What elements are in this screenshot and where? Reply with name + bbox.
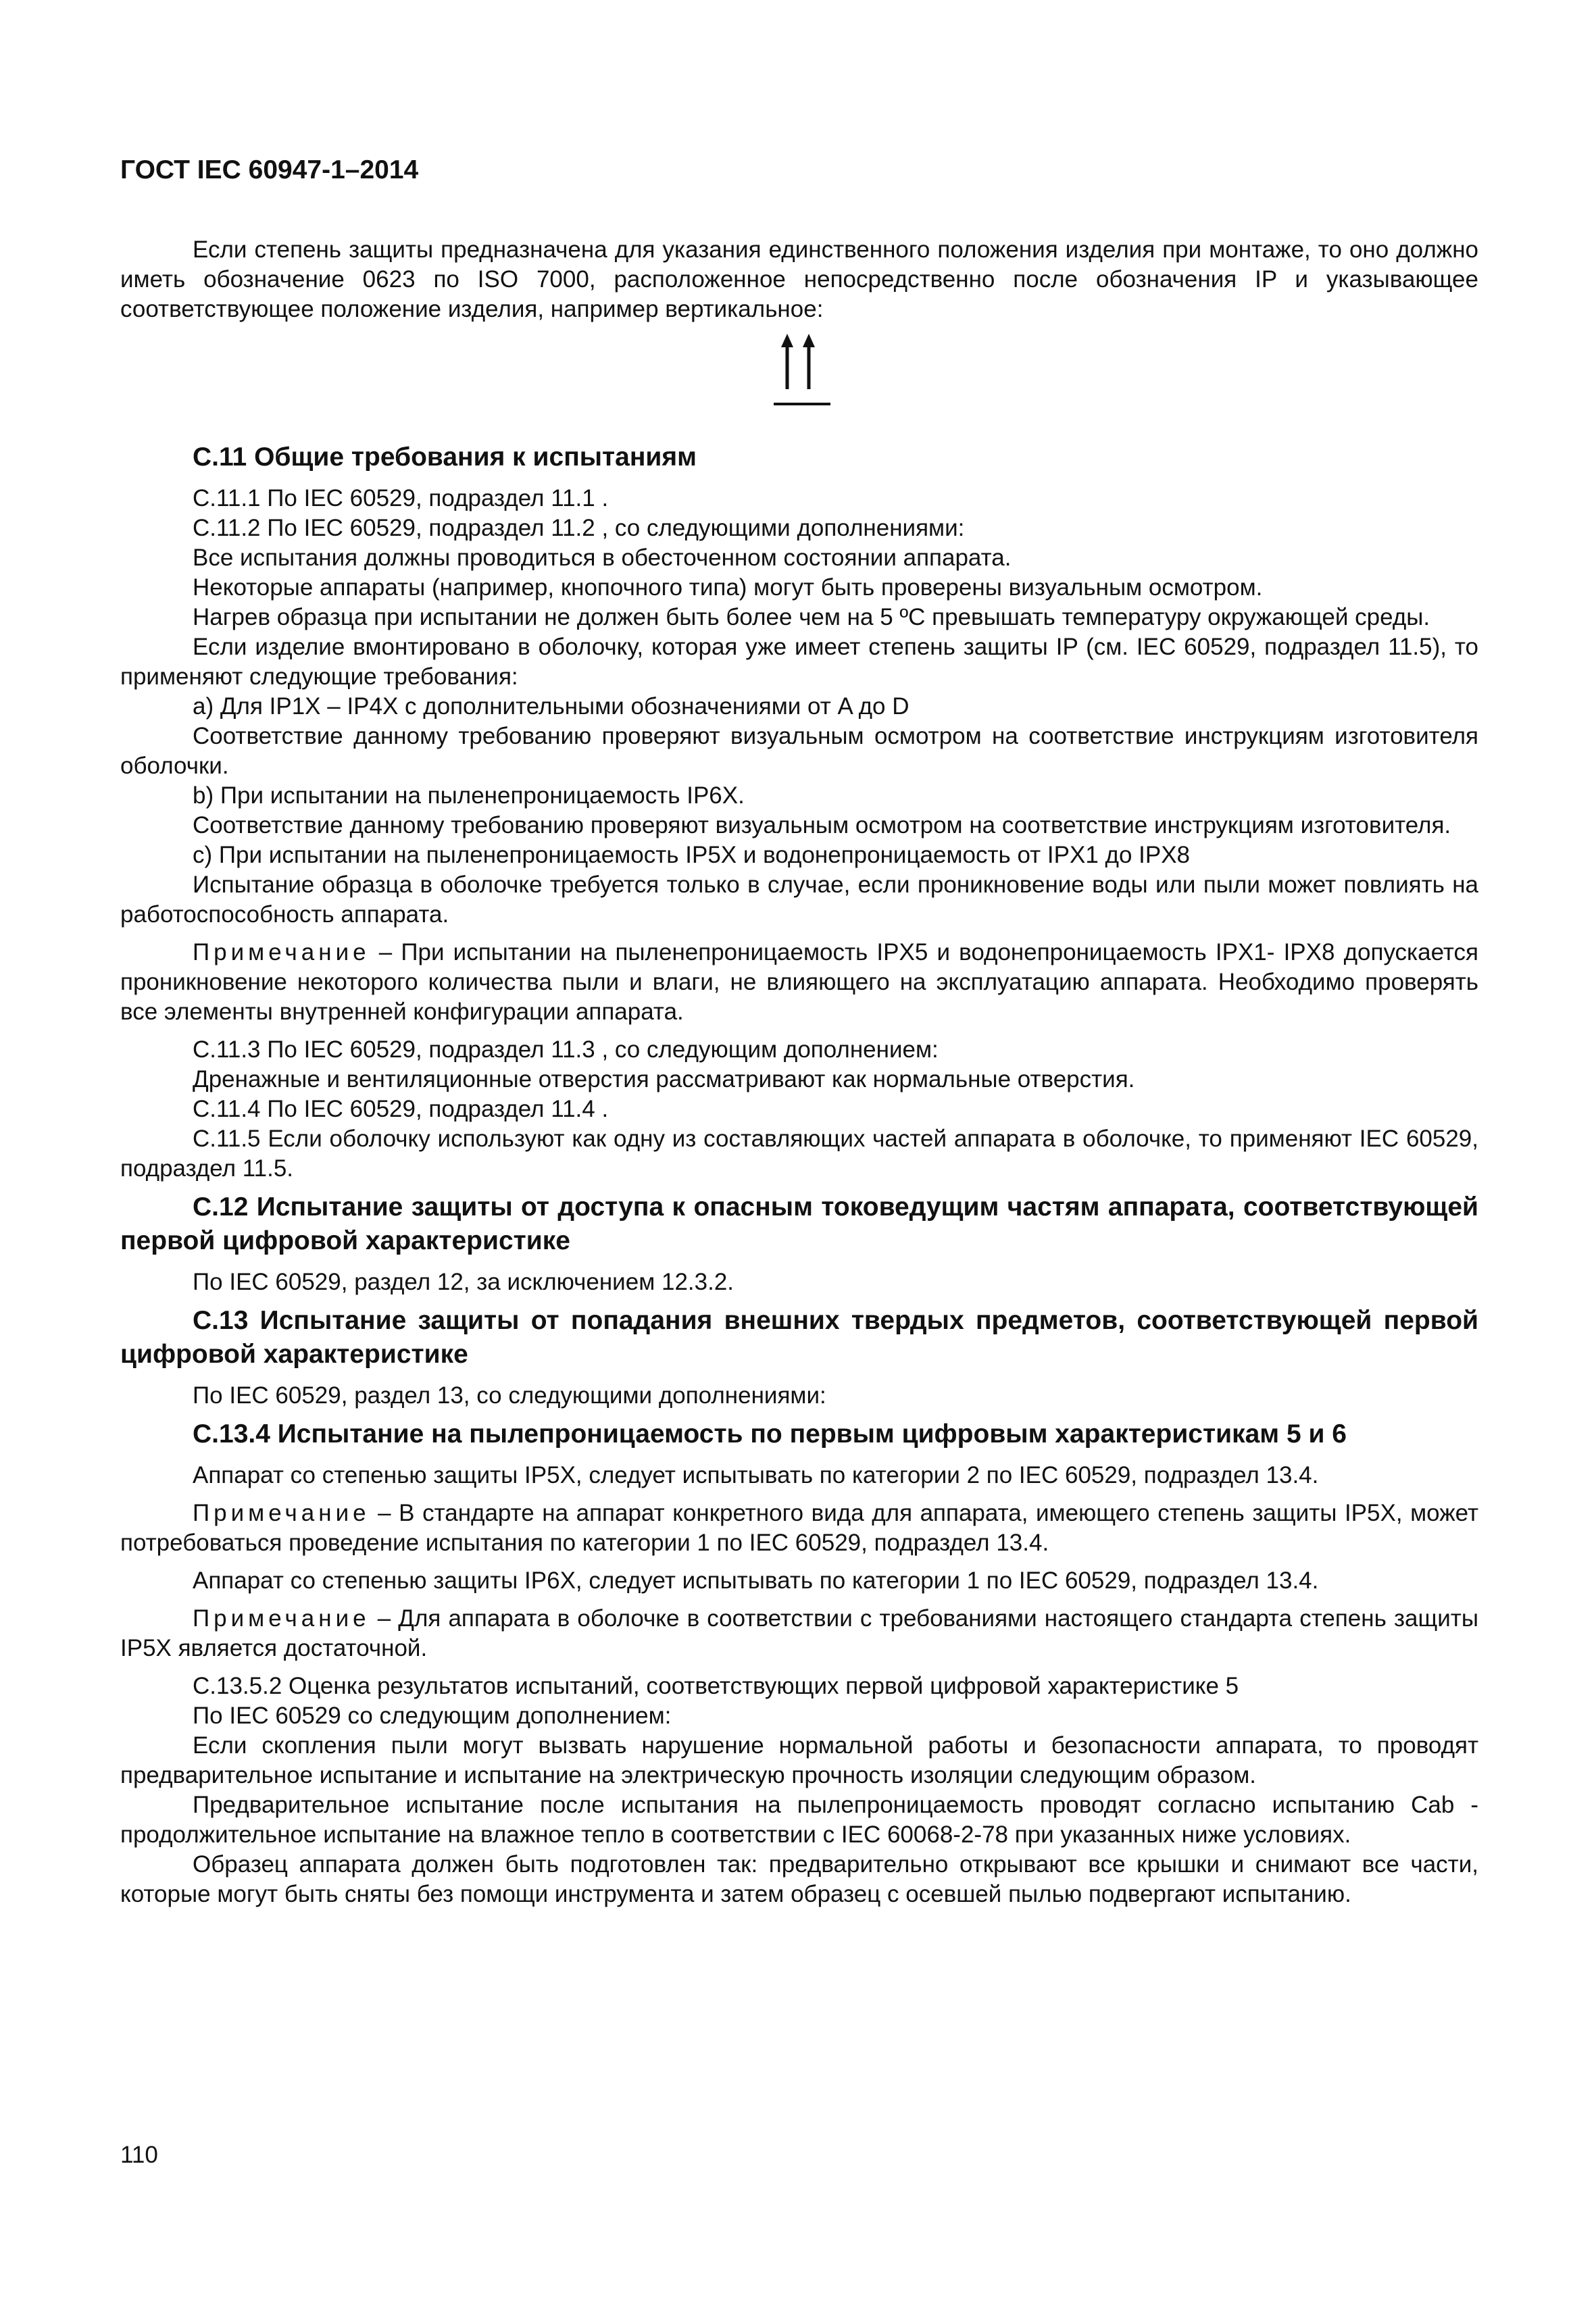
paragraph: Испытание образца в оболочке требуется только в случае, если проникновение воды или пыли может повлиять на работоспособность аппарата.: [120, 872, 1478, 928]
section-c11-title: С.11 Общие требования к испытаниям: [193, 443, 697, 472]
note-text: – Для аппарата в оболочке в соответствии с требованиями настоящего стандарта степень защиты IP5X является достаточной.: [120, 1605, 1478, 1661]
document-page: [120, 155, 1478, 1909]
paragraph: По IEC 60529 со следующим дополнением:: [193, 1703, 672, 1729]
paragraph: С.13.5.2 Оценка результатов испытаний, соответствующих первой цифровой характеристике 5: [193, 1673, 1239, 1699]
standard-header: ГОСТ IEC 60947-1–2014: [120, 155, 419, 184]
note-label: Примечание: [193, 1500, 370, 1526]
paragraph: По IEC 60529, раздел 13, со следующими дополнениями:: [193, 1382, 826, 1409]
paragraph: Соответствие данному требованию проверяют визуальным осмотром на соответствие инструкциям изготовителя.: [193, 812, 1451, 838]
note-paragraph: [120, 1499, 1478, 1558]
note-label: Примечание: [193, 939, 370, 965]
note-paragraph: [120, 1604, 1478, 1663]
paragraph: С.11.4 По IEC 60529, подраздел 11.4 .: [193, 1096, 609, 1122]
paragraph: Некоторые аппараты (например, кнопочного типа) могут быть проверены визуальным осмотром.: [193, 574, 1263, 601]
paragraph: Все испытания должны проводиться в обесточенном состоянии аппарата.: [193, 545, 1012, 571]
note-text: – При испытании на пыленепроницаемость IPX5 и водонепроницаемость IPX1- IPX8 допускается проникновение некоторого количества пыли и влаги, не влияющего на эксплуатацию аппарата. Необходимо проверять все элементы внутренней конфигурации аппарата.: [120, 939, 1478, 1025]
position-symbol: [120, 327, 1478, 434]
page-number: 110: [120, 2142, 158, 2168]
note-label: Примечание: [193, 1605, 370, 1632]
paragraph: c) При испытании на пыленепроницаемость IP5X и водонепроницаемость от IPX1 до IPX8: [193, 842, 1191, 868]
note-paragraph: [120, 938, 1478, 1027]
paragraph: а) Для IP1X – IP4X с дополнительными обозначениями от A до D: [193, 693, 909, 720]
vertical-position-arrows-icon: [772, 334, 833, 407]
section-c12-title: С.12 Испытание защиты от доступа к опасным токоведущим частям аппарата, соответствующей первой цифровой характеристике: [120, 1192, 1478, 1255]
paragraph: Образец аппарата должен быть подготовлен так: предварительно открывают все крышки и снимают все части, которые могут быть сняты без помощи инструмента и затем образец с осевшей пылью подвергают испытанию.: [120, 1851, 1478, 1907]
paragraph: Нагрев образца при испытании не должен быть более чем на 5 ºС превышать температуру окружающей среды.: [193, 604, 1430, 630]
section-c134-title: С.13.4 Испытание на пылепроницаемость по первым цифровым характеристикам 5 и 6: [193, 1419, 1347, 1449]
section-c13-title: С.13 Испытание защиты от попадания внешних твердых предметов, соответствующей первой цифровой характеристике: [120, 1306, 1478, 1369]
paragraph: Если скопления пыли могут вызвать нарушение нормальной работы и безопасности аппарата, то проводят предварительное испытание и испытание на электрическую прочность изоляции следующим образом.: [120, 1732, 1478, 1788]
paragraph: b) При испытании на пыленепроницаемость IP6X.: [193, 782, 745, 809]
note-text: – В стандарте на аппарат конкретного вида для аппарата, имеющего степень защиты IP5X, может потребоваться проведение испытания по категории 1 по IEC 60529, подраздел 13.4.: [120, 1500, 1478, 1556]
paragraph: По IEC 60529, раздел 12, за исключением 12.3.2.: [193, 1269, 734, 1295]
paragraph: С.11.1 По IEC 60529, подраздел 11.1 .: [193, 485, 609, 511]
paragraph: Дренажные и вентиляционные отверстия рассматривают как нормальные отверстия.: [193, 1066, 1135, 1092]
paragraph: Аппарат со степенью защиты IP6X, следует испытывать по категории 1 по IEC 60529, подраздел 13.4.: [193, 1567, 1319, 1594]
paragraph: Соответствие данному требованию проверяют визуальным осмотром на соответствие инструкциям изготовителя оболочки.: [120, 723, 1478, 779]
paragraph: С.11.2 По IEC 60529, подраздел 11.2 , со следующими дополнениями:: [193, 515, 965, 541]
paragraph: Предварительное испытание после испытания на пылепроницаемость проводят согласно испытанию Cab - продолжительное испытание на влажное тепло в соответствии с IEC 60068-2-78 при указанных ниже условиях.: [120, 1792, 1478, 1848]
paragraph: Если изделие вмонтировано в оболочку, которая уже имеет степень защиты IP (см. IEC 60529, подраздел 11.5), то применяют следующие требования:: [120, 634, 1478, 690]
paragraph: С.11.3 По IEC 60529, подраздел 11.3 , со следующим дополнением:: [193, 1036, 939, 1063]
intro-paragraph: Если степень защиты предназначена для указания единственного положения изделия при монтаже, то оно должно иметь обозначение 0623 по ISO 7000, расположенное непосредственно после обозначения IP и указывающее соответствующее положение изделия, например вертикальное:: [120, 236, 1478, 322]
paragraph: С.11.5 Если оболочку используют как одну из составляющих частей аппарата в оболочке, то применяют IEC 60529, подраздел 11.5.: [120, 1126, 1478, 1182]
paragraph: Аппарат со степенью защиты IP5X, следует испытывать по категории 2 по IEC 60529, подраздел 13.4.: [193, 1462, 1319, 1488]
